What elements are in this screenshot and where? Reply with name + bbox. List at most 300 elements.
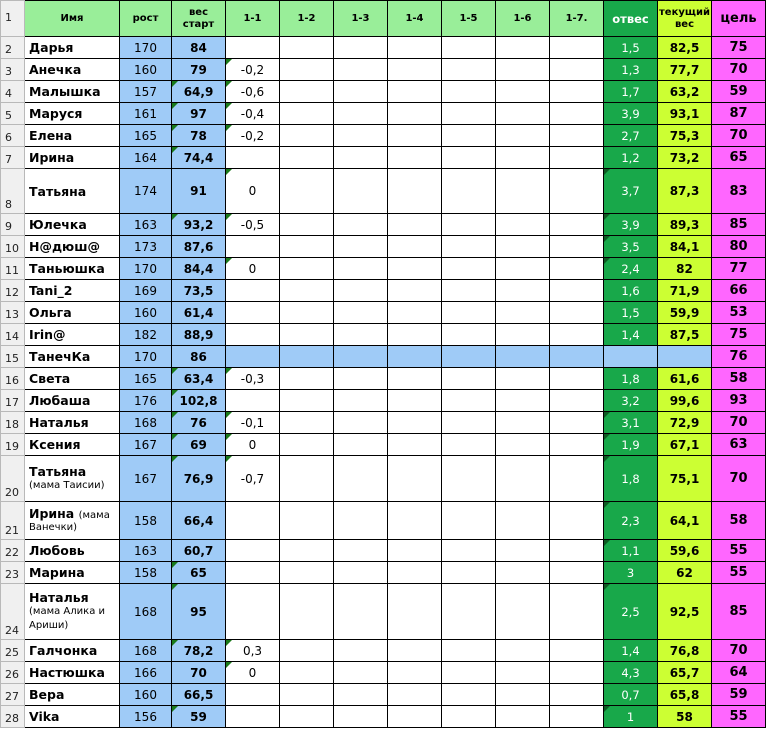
week-cell[interactable] — [496, 147, 550, 169]
week-cell[interactable] — [388, 324, 442, 346]
week-cell[interactable] — [442, 147, 496, 169]
week-cell[interactable] — [496, 169, 550, 214]
week-cell[interactable] — [496, 412, 550, 434]
week-1-cell[interactable]: 0 — [226, 258, 280, 280]
name-cell[interactable] — [25, 684, 120, 706]
start-weight-cell[interactable]: 78,2 — [172, 640, 226, 662]
week-cell[interactable] — [442, 640, 496, 662]
week-cell[interactable] — [550, 640, 604, 662]
week-1-cell[interactable] — [226, 540, 280, 562]
height-cell[interactable]: 170 — [120, 37, 172, 59]
goal-cell[interactable]: 70 — [712, 456, 766, 502]
week-cell[interactable] — [334, 147, 388, 169]
week-1-cell[interactable]: -0,2 — [226, 59, 280, 81]
week-cell[interactable] — [496, 103, 550, 125]
week-cell[interactable] — [334, 502, 388, 540]
week-cell[interactable] — [280, 456, 334, 502]
start-weight-cell[interactable]: 60,7 — [172, 540, 226, 562]
week-cell[interactable] — [388, 169, 442, 214]
otves-cell[interactable]: 3,5 — [604, 236, 658, 258]
goal-cell[interactable]: 59 — [712, 81, 766, 103]
height-cell[interactable]: 169 — [120, 280, 172, 302]
current-weight-cell[interactable]: 92,5 — [658, 584, 712, 640]
week-cell[interactable] — [334, 390, 388, 412]
week-cell[interactable] — [334, 584, 388, 640]
week-cell[interactable] — [496, 280, 550, 302]
otves-cell[interactable]: 1,4 — [604, 640, 658, 662]
row-header[interactable]: 3 — [1, 59, 25, 81]
current-weight-cell[interactable]: 84,1 — [658, 236, 712, 258]
start-weight-cell[interactable]: 102,8 — [172, 390, 226, 412]
height-cell[interactable]: 164 — [120, 147, 172, 169]
week-cell[interactable] — [334, 103, 388, 125]
name-cell[interactable] — [25, 434, 120, 456]
week-cell[interactable] — [280, 125, 334, 147]
week-cell[interactable] — [388, 368, 442, 390]
week-cell[interactable] — [496, 368, 550, 390]
col-header-week[interactable]: 1-5 — [442, 1, 496, 37]
height-cell[interactable]: 163 — [120, 540, 172, 562]
week-cell[interactable] — [550, 81, 604, 103]
week-1-cell[interactable]: -0,1 — [226, 412, 280, 434]
week-cell[interactable] — [388, 502, 442, 540]
week-cell[interactable] — [550, 280, 604, 302]
week-cell[interactable] — [550, 324, 604, 346]
week-cell[interactable] — [550, 390, 604, 412]
start-weight-cell[interactable]: 65 — [172, 562, 226, 584]
week-cell[interactable] — [496, 59, 550, 81]
otves-cell[interactable]: 1,9 — [604, 434, 658, 456]
otves-cell[interactable]: 3 — [604, 562, 658, 584]
week-cell[interactable] — [496, 37, 550, 59]
week-cell[interactable] — [334, 324, 388, 346]
height-cell[interactable]: 168 — [120, 412, 172, 434]
week-cell[interactable] — [442, 214, 496, 236]
week-cell[interactable] — [496, 502, 550, 540]
current-weight-cell[interactable]: 61,6 — [658, 368, 712, 390]
week-cell[interactable] — [442, 540, 496, 562]
week-cell[interactable] — [550, 59, 604, 81]
name-cell[interactable] — [25, 640, 120, 662]
week-cell[interactable] — [388, 302, 442, 324]
row-header[interactable]: 17 — [1, 390, 25, 412]
week-cell[interactable] — [334, 562, 388, 584]
week-1-cell[interactable] — [226, 302, 280, 324]
height-cell[interactable]: 160 — [120, 302, 172, 324]
row-header[interactable]: 16 — [1, 368, 25, 390]
week-cell[interactable] — [550, 368, 604, 390]
week-1-cell[interactable] — [226, 324, 280, 346]
week-cell[interactable] — [280, 540, 334, 562]
otves-cell[interactable]: 1,8 — [604, 368, 658, 390]
week-cell[interactable] — [442, 562, 496, 584]
name-cell[interactable] — [25, 103, 120, 125]
week-cell[interactable] — [280, 169, 334, 214]
week-cell[interactable] — [334, 346, 388, 368]
row-header[interactable]: 12 — [1, 280, 25, 302]
goal-cell[interactable]: 58 — [712, 368, 766, 390]
name-cell[interactable] — [25, 584, 120, 640]
name-cell[interactable] — [25, 540, 120, 562]
week-cell[interactable] — [550, 346, 604, 368]
week-cell[interactable] — [334, 302, 388, 324]
goal-cell[interactable]: 80 — [712, 236, 766, 258]
week-cell[interactable] — [442, 125, 496, 147]
name-cell[interactable] — [25, 368, 120, 390]
week-cell[interactable] — [280, 103, 334, 125]
name-cell[interactable] — [25, 562, 120, 584]
week-cell[interactable] — [550, 502, 604, 540]
start-weight-cell[interactable]: 78 — [172, 125, 226, 147]
week-cell[interactable] — [280, 37, 334, 59]
start-weight-cell[interactable]: 84 — [172, 37, 226, 59]
otves-cell[interactable]: 3,9 — [604, 103, 658, 125]
week-cell[interactable] — [388, 662, 442, 684]
otves-cell[interactable]: 1,7 — [604, 81, 658, 103]
name-cell[interactable] — [25, 258, 120, 280]
goal-cell[interactable]: 65 — [712, 147, 766, 169]
week-cell[interactable] — [334, 368, 388, 390]
current-weight-cell[interactable]: 89,3 — [658, 214, 712, 236]
week-1-cell[interactable]: -0,2 — [226, 125, 280, 147]
week-cell[interactable] — [280, 562, 334, 584]
name-cell[interactable] — [25, 236, 120, 258]
goal-cell[interactable]: 75 — [712, 37, 766, 59]
week-cell[interactable] — [280, 390, 334, 412]
week-1-cell[interactable]: -0,3 — [226, 368, 280, 390]
week-cell[interactable] — [442, 103, 496, 125]
row-header[interactable]: 5 — [1, 103, 25, 125]
week-cell[interactable] — [280, 346, 334, 368]
week-cell[interactable] — [550, 456, 604, 502]
week-1-cell[interactable] — [226, 584, 280, 640]
otves-cell[interactable]: 2,4 — [604, 258, 658, 280]
start-weight-cell[interactable]: 79 — [172, 59, 226, 81]
start-weight-cell[interactable]: 84,4 — [172, 258, 226, 280]
week-cell[interactable] — [280, 214, 334, 236]
row-header[interactable]: 18 — [1, 412, 25, 434]
col-header-week[interactable]: 1-4 — [388, 1, 442, 37]
col-header-otves[interactable]: отвес — [604, 1, 658, 37]
height-cell[interactable]: 161 — [120, 103, 172, 125]
row-header[interactable]: 2 — [1, 37, 25, 59]
name-cell[interactable] — [25, 125, 120, 147]
goal-cell[interactable]: 75 — [712, 324, 766, 346]
week-cell[interactable] — [550, 103, 604, 125]
week-cell[interactable] — [334, 412, 388, 434]
week-cell[interactable] — [550, 584, 604, 640]
start-weight-cell[interactable]: 97 — [172, 103, 226, 125]
week-cell[interactable] — [442, 346, 496, 368]
goal-cell[interactable]: 85 — [712, 584, 766, 640]
height-cell[interactable]: 156 — [120, 706, 172, 728]
week-1-cell[interactable]: -0,6 — [226, 81, 280, 103]
week-cell[interactable] — [280, 502, 334, 540]
week-cell[interactable] — [550, 540, 604, 562]
col-header-current-weight[interactable]: текущий вес — [658, 1, 712, 37]
col-header-height[interactable]: рост — [120, 1, 172, 37]
height-cell[interactable]: 165 — [120, 368, 172, 390]
height-cell[interactable]: 160 — [120, 59, 172, 81]
row-header[interactable]: 8 — [1, 169, 25, 214]
goal-cell[interactable]: 93 — [712, 390, 766, 412]
height-cell[interactable]: 167 — [120, 434, 172, 456]
current-weight-cell[interactable]: 87,3 — [658, 169, 712, 214]
current-weight-cell[interactable]: 65,7 — [658, 662, 712, 684]
col-header-goal[interactable]: цель — [712, 1, 766, 37]
goal-cell[interactable]: 64 — [712, 662, 766, 684]
start-weight-cell[interactable]: 95 — [172, 584, 226, 640]
week-cell[interactable] — [388, 434, 442, 456]
week-cell[interactable] — [442, 434, 496, 456]
height-cell[interactable]: 160 — [120, 684, 172, 706]
otves-cell[interactable]: 1,5 — [604, 37, 658, 59]
row-header[interactable]: 26 — [1, 662, 25, 684]
height-cell[interactable]: 174 — [120, 169, 172, 214]
otves-cell[interactable]: 2,7 — [604, 125, 658, 147]
week-cell[interactable] — [334, 214, 388, 236]
week-1-cell[interactable] — [226, 346, 280, 368]
week-1-cell[interactable] — [226, 280, 280, 302]
name-cell[interactable] — [25, 214, 120, 236]
week-cell[interactable] — [442, 412, 496, 434]
week-cell[interactable] — [550, 37, 604, 59]
col-header-week[interactable]: 1-6 — [496, 1, 550, 37]
week-cell[interactable] — [334, 456, 388, 502]
week-cell[interactable] — [496, 684, 550, 706]
goal-cell[interactable]: 76 — [712, 346, 766, 368]
height-cell[interactable]: 163 — [120, 214, 172, 236]
start-weight-cell[interactable]: 93,2 — [172, 214, 226, 236]
row-header[interactable]: 7 — [1, 147, 25, 169]
week-cell[interactable] — [280, 236, 334, 258]
week-cell[interactable] — [334, 169, 388, 214]
week-cell[interactable] — [442, 502, 496, 540]
week-cell[interactable] — [280, 662, 334, 684]
week-cell[interactable] — [550, 147, 604, 169]
week-cell[interactable] — [280, 684, 334, 706]
week-cell[interactable] — [388, 236, 442, 258]
otves-cell[interactable]: 1,2 — [604, 147, 658, 169]
week-1-cell[interactable] — [226, 502, 280, 540]
week-cell[interactable] — [550, 302, 604, 324]
current-weight-cell[interactable]: 58 — [658, 706, 712, 728]
current-weight-cell[interactable]: 77,7 — [658, 59, 712, 81]
name-cell[interactable] — [25, 456, 120, 502]
row-header[interactable]: 6 — [1, 125, 25, 147]
current-weight-cell[interactable]: 93,1 — [658, 103, 712, 125]
week-cell[interactable] — [388, 214, 442, 236]
week-cell[interactable] — [280, 584, 334, 640]
name-cell[interactable] — [25, 280, 120, 302]
week-cell[interactable] — [334, 125, 388, 147]
week-cell[interactable] — [496, 214, 550, 236]
height-cell[interactable]: 170 — [120, 346, 172, 368]
week-1-cell[interactable] — [226, 37, 280, 59]
start-weight-cell[interactable]: 63,4 — [172, 368, 226, 390]
row-header[interactable]: 21 — [1, 502, 25, 540]
current-weight-cell[interactable]: 67,1 — [658, 434, 712, 456]
week-cell[interactable] — [442, 706, 496, 728]
week-cell[interactable] — [496, 81, 550, 103]
otves-cell[interactable]: 1,8 — [604, 456, 658, 502]
week-cell[interactable] — [496, 584, 550, 640]
week-cell[interactable] — [388, 412, 442, 434]
start-weight-cell[interactable]: 76,9 — [172, 456, 226, 502]
week-cell[interactable] — [550, 169, 604, 214]
current-weight-cell[interactable]: 72,9 — [658, 412, 712, 434]
name-cell[interactable] — [25, 390, 120, 412]
start-weight-cell[interactable]: 76 — [172, 412, 226, 434]
week-cell[interactable] — [388, 456, 442, 502]
start-weight-cell[interactable]: 59 — [172, 706, 226, 728]
week-cell[interactable] — [334, 81, 388, 103]
row-header[interactable]: 10 — [1, 236, 25, 258]
start-weight-cell[interactable]: 70 — [172, 662, 226, 684]
row-header[interactable]: 23 — [1, 562, 25, 584]
week-cell[interactable] — [280, 81, 334, 103]
week-cell[interactable] — [280, 412, 334, 434]
week-cell[interactable] — [334, 280, 388, 302]
goal-cell[interactable]: 58 — [712, 502, 766, 540]
week-cell[interactable] — [550, 258, 604, 280]
goal-cell[interactable]: 70 — [712, 59, 766, 81]
week-cell[interactable] — [388, 584, 442, 640]
row-header[interactable]: 9 — [1, 214, 25, 236]
otves-cell[interactable]: 1,3 — [604, 59, 658, 81]
week-cell[interactable] — [388, 125, 442, 147]
week-cell[interactable] — [280, 434, 334, 456]
week-cell[interactable] — [550, 706, 604, 728]
goal-cell[interactable]: 55 — [712, 540, 766, 562]
week-1-cell[interactable]: -0,7 — [226, 456, 280, 502]
current-weight-cell[interactable]: 75,3 — [658, 125, 712, 147]
week-cell[interactable] — [496, 456, 550, 502]
goal-cell[interactable]: 59 — [712, 684, 766, 706]
week-cell[interactable] — [496, 125, 550, 147]
otves-cell[interactable]: 1,6 — [604, 280, 658, 302]
week-cell[interactable] — [334, 59, 388, 81]
week-cell[interactable] — [388, 540, 442, 562]
week-cell[interactable] — [388, 390, 442, 412]
week-cell[interactable] — [442, 324, 496, 346]
row-header[interactable]: 22 — [1, 540, 25, 562]
week-cell[interactable] — [496, 390, 550, 412]
otves-cell[interactable]: 1,5 — [604, 302, 658, 324]
current-weight-cell[interactable]: 65,8 — [658, 684, 712, 706]
name-cell[interactable] — [25, 346, 120, 368]
height-cell[interactable]: 182 — [120, 324, 172, 346]
current-weight-cell[interactable]: 82,5 — [658, 37, 712, 59]
otves-cell[interactable]: 3,9 — [604, 214, 658, 236]
otves-cell[interactable]: 2,5 — [604, 584, 658, 640]
week-1-cell[interactable]: -0,5 — [226, 214, 280, 236]
week-cell[interactable] — [334, 37, 388, 59]
week-cell[interactable] — [334, 640, 388, 662]
goal-cell[interactable]: 85 — [712, 214, 766, 236]
otves-cell[interactable]: 3,7 — [604, 169, 658, 214]
row-header[interactable]: 1 — [1, 1, 25, 37]
week-cell[interactable] — [442, 390, 496, 412]
goal-cell[interactable]: 70 — [712, 125, 766, 147]
week-cell[interactable] — [388, 684, 442, 706]
height-cell[interactable]: 167 — [120, 456, 172, 502]
week-cell[interactable] — [496, 302, 550, 324]
week-1-cell[interactable]: -0,4 — [226, 103, 280, 125]
name-cell[interactable] — [25, 147, 120, 169]
current-weight-cell[interactable]: 82 — [658, 258, 712, 280]
start-weight-cell[interactable]: 74,4 — [172, 147, 226, 169]
week-1-cell[interactable] — [226, 562, 280, 584]
week-cell[interactable] — [550, 562, 604, 584]
start-weight-cell[interactable]: 87,6 — [172, 236, 226, 258]
week-1-cell[interactable] — [226, 236, 280, 258]
row-header[interactable]: 27 — [1, 684, 25, 706]
week-1-cell[interactable] — [226, 147, 280, 169]
col-header-name[interactable]: Имя — [25, 1, 120, 37]
row-header[interactable]: 20 — [1, 456, 25, 502]
week-cell[interactable] — [280, 59, 334, 81]
current-weight-cell[interactable]: 62 — [658, 562, 712, 584]
height-cell[interactable]: 176 — [120, 390, 172, 412]
row-header[interactable]: 25 — [1, 640, 25, 662]
row-header[interactable]: 24 — [1, 584, 25, 640]
height-cell[interactable]: 168 — [120, 584, 172, 640]
week-cell[interactable] — [280, 706, 334, 728]
goal-cell[interactable]: 66 — [712, 280, 766, 302]
name-cell[interactable] — [25, 324, 120, 346]
week-cell[interactable] — [442, 37, 496, 59]
otves-cell[interactable]: 1,4 — [604, 324, 658, 346]
height-cell[interactable]: 158 — [120, 562, 172, 584]
row-header[interactable]: 14 — [1, 324, 25, 346]
name-cell[interactable] — [25, 169, 120, 214]
week-cell[interactable] — [442, 302, 496, 324]
name-cell[interactable] — [25, 662, 120, 684]
week-cell[interactable] — [388, 640, 442, 662]
week-cell[interactable] — [442, 368, 496, 390]
week-cell[interactable] — [550, 214, 604, 236]
start-weight-cell[interactable]: 61,4 — [172, 302, 226, 324]
goal-cell[interactable]: 55 — [712, 562, 766, 584]
goal-cell[interactable]: 77 — [712, 258, 766, 280]
height-cell[interactable]: 168 — [120, 640, 172, 662]
row-header[interactable]: 19 — [1, 434, 25, 456]
week-cell[interactable] — [496, 236, 550, 258]
current-weight-cell[interactable]: 76,8 — [658, 640, 712, 662]
goal-cell[interactable]: 70 — [712, 640, 766, 662]
start-weight-cell[interactable]: 88,9 — [172, 324, 226, 346]
otves-cell[interactable]: 2,3 — [604, 502, 658, 540]
otves-cell[interactable]: 3,2 — [604, 390, 658, 412]
goal-cell[interactable]: 53 — [712, 302, 766, 324]
name-cell[interactable] — [25, 706, 120, 728]
current-weight-cell[interactable]: 73,2 — [658, 147, 712, 169]
week-cell[interactable] — [388, 37, 442, 59]
week-cell[interactable] — [388, 81, 442, 103]
week-cell[interactable] — [388, 258, 442, 280]
col-header-week[interactable]: 1-3 — [334, 1, 388, 37]
otves-cell[interactable]: 3,1 — [604, 412, 658, 434]
week-cell[interactable] — [334, 258, 388, 280]
name-cell[interactable] — [25, 37, 120, 59]
start-weight-cell[interactable]: 91 — [172, 169, 226, 214]
current-weight-cell[interactable]: 71,9 — [658, 280, 712, 302]
otves-cell[interactable]: 1 — [604, 706, 658, 728]
week-cell[interactable] — [334, 434, 388, 456]
week-cell[interactable] — [550, 662, 604, 684]
week-cell[interactable] — [442, 258, 496, 280]
